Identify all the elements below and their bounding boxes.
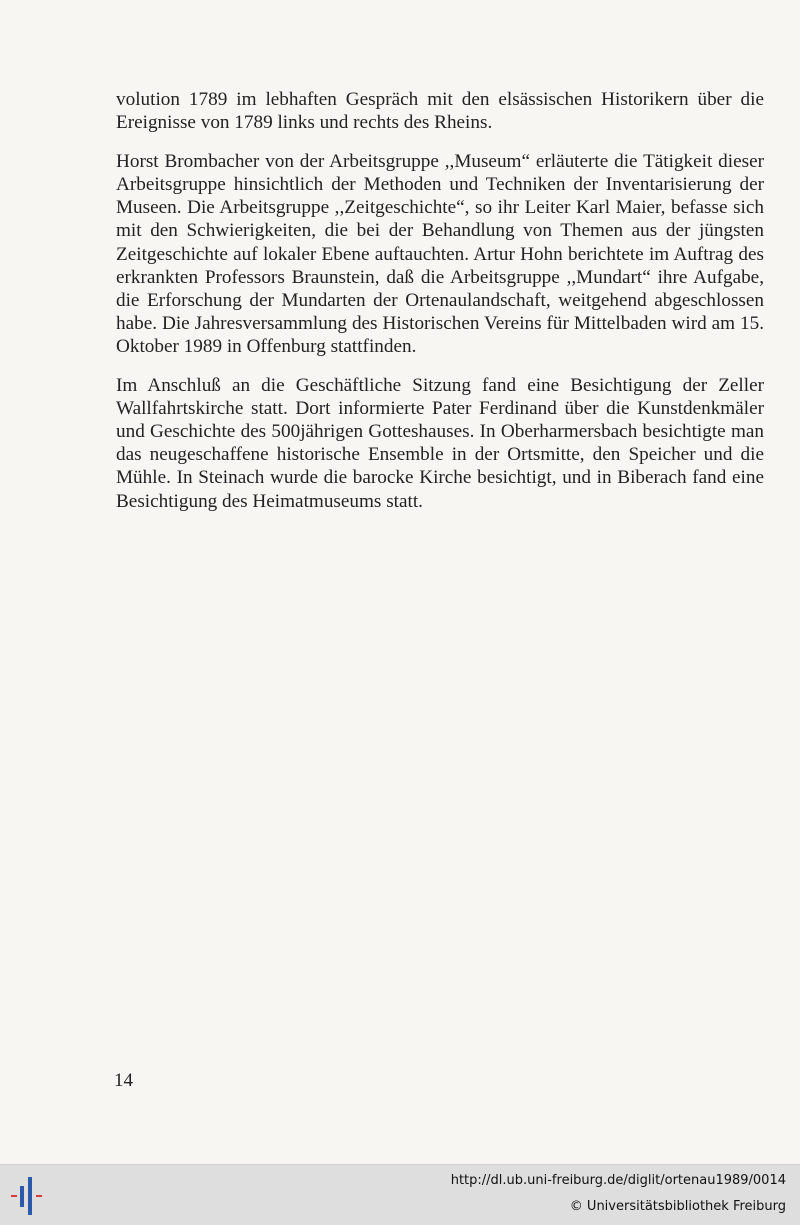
page-number: 14 — [114, 1070, 133, 1091]
ub-freiburg-logo-icon — [8, 1172, 52, 1218]
paragraph-3: Im Anschluß an die Geschäftliche Sitzung fand eine Besichtigung der Zeller Wallfahrtskirche statt. Dort informierte Pater Ferdinand über die Kunstdenkmäler und Geschichte des 500jährigen Gotteshauses. In Oberharmersbach besichtigte man das neugeschaffene historische Ensemble in der Ortsmitte, den Speicher und die Mühle. In Steinach wurde die barocke Kirche besichtigt, und in Biberach fand eine Besichtigung des Heimatmuseums statt. — [116, 375, 764, 512]
paragraph-2: Horst Brombacher von der Arbeitsgruppe ,,Museum“ erläuterte die Tätigkeit dieser Arbeitsgruppe hinsichtlich der Methoden und Techniken der Inventarisierung der Museen. Die Arbeitsgruppe ,,Zeitgeschichte“, so ihr Leiter Karl Maier, befasse sich mit den Schwierigkeiten, die bei der Behandlung von Themen aus der jüngsten Zeitgeschichte auf lokaler Ebene auftauchten. Artur Hohn berichtete im Auftrag des erkrankten Professors Braunstein, daß die Arbeitsgruppe ,,Mundart“ ihre Aufgabe, die Erforschung der Mundarten der Ortenaulandschaft, weitgehend abgeschlossen habe. Die Jahresversammlung des Historischen Vereins für Mittelbaden wird am 15. Oktober 1989 in Offenburg stattfinden. — [116, 151, 764, 357]
document-text — [116, 88, 764, 529]
footer-copyright: © Universitätsbibliothek Freiburg — [569, 1199, 786, 1214]
footer-url[interactable]: http://dl.ub.uni-freiburg.de/diglit/ortenau1989/0014 — [450, 1173, 786, 1188]
paragraph-1: volution 1789 im lebhaften Gespräch mit den elsässischen Historikern über die Ereignisse von 1789 links und rechts des Rheins. — [116, 89, 764, 134]
